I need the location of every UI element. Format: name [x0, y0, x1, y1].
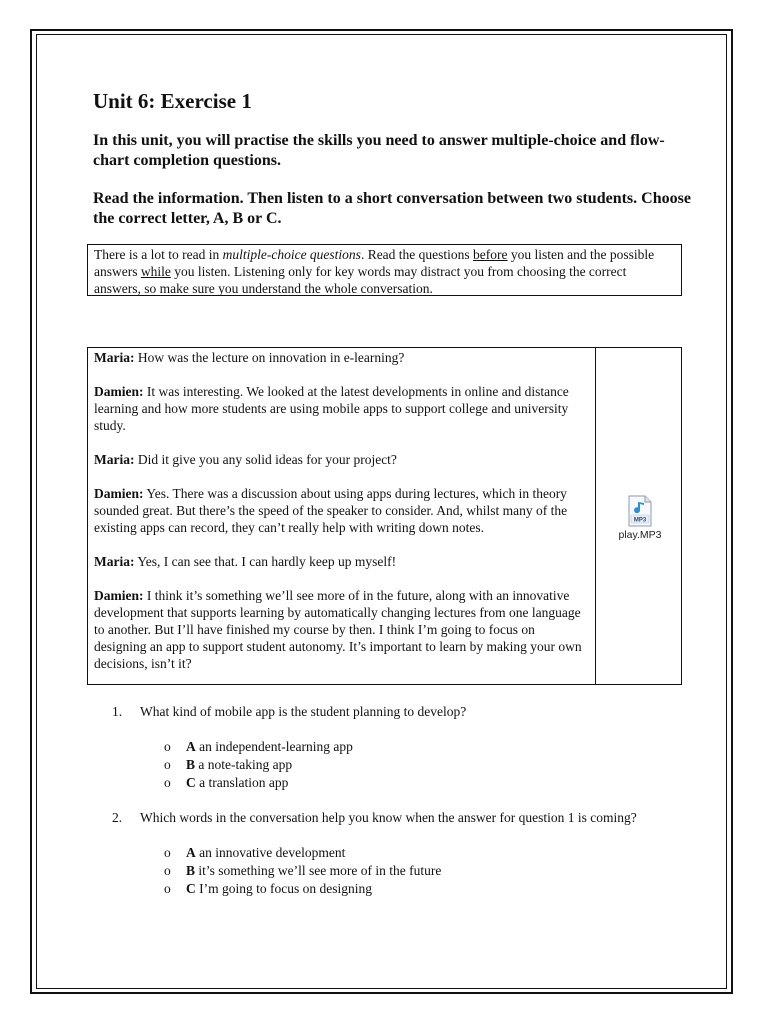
conversation-turn [94, 451, 589, 468]
answer-option[interactable]: o C a translation app [164, 775, 289, 790]
option-letter: C [186, 881, 196, 896]
instruction-text: Read the information. Then listen to a short conversation between two students. Choose the correct letter, A, B or C. [93, 190, 691, 227]
conversation-turn [94, 349, 589, 366]
mp3-attachment[interactable] [614, 495, 666, 541]
question-block [112, 809, 672, 897]
speaker-label: Maria: [94, 350, 135, 365]
speech-text: How was the lecture on innovation in e-learning? [134, 350, 405, 365]
question-number: 2. [112, 810, 123, 825]
option-letter: B [186, 863, 196, 878]
speech-text: Did it give you any solid ideas for your project? [134, 452, 397, 467]
conversation-turn [94, 485, 589, 536]
answer-option[interactable]: o B it’s something we’ll see more of in the future [164, 863, 442, 878]
bullet-icon: o [164, 775, 171, 790]
speech-text: Yes. There was a discussion about using apps during lectures, which in theory sounded great. But there’s the speed of the speaker to consider. And, whilst many of the existing apps can record, they can’t really help with writing down notes. [94, 486, 568, 535]
tip-emphasis: multiple-choice questions [222, 247, 361, 262]
conversation-turn [94, 553, 589, 570]
mp3-filename[interactable]: play.MP3 [618, 529, 662, 541]
answer-option[interactable]: o A an innovative development [164, 845, 346, 860]
bullet-icon: o [164, 863, 171, 878]
bullet-icon: o [164, 845, 171, 860]
answer-option[interactable]: o A an independent-learning app [164, 739, 353, 754]
questions-list [112, 703, 672, 898]
bullet-icon: o [164, 881, 171, 896]
option-letter: A [186, 845, 196, 860]
page-title: Unit 6: Exercise 1 [93, 89, 252, 113]
bullet-icon: o [164, 757, 171, 772]
speech-text: It was interesting. We looked at the latest developments in online and distance learning and how more students are using mobile apps to support college and university study. [94, 384, 569, 433]
conversation-turn [94, 383, 589, 434]
option-letter: C [186, 775, 196, 790]
conversation-table [87, 347, 682, 685]
tip-underline-before: before [473, 247, 508, 262]
intro-text: In this unit, you will practise the skills you need to answer multiple-choice and flow-chart completion questions. [93, 132, 665, 169]
option-letter: B [186, 757, 196, 772]
tip-box: There is a lot to read in multiple-choice questions. Read the questions before you listen and the possible answers while you listen. Listening only for key words may distract you from choosing the correct answers, so make sure you understand the whole conversation. [87, 244, 682, 296]
answer-options [112, 844, 672, 897]
speaker-label: Damien: [94, 588, 144, 603]
answer-options [112, 738, 672, 791]
speaker-label: Maria: [94, 452, 135, 467]
tip-underline-while: while [140, 264, 171, 279]
conversation-turn [94, 587, 589, 672]
answer-option[interactable]: o C I’m going to focus on designing [164, 881, 372, 896]
bullet-icon: o [164, 739, 171, 754]
question-number: 1. [112, 704, 123, 719]
speaker-label: Damien: [94, 384, 144, 399]
speaker-label: Maria: [94, 554, 135, 569]
mp3-file-icon[interactable] [627, 495, 653, 527]
answer-option[interactable]: o B a note-taking app [164, 757, 293, 772]
speaker-label: Damien: [94, 486, 144, 501]
question-text: 1. What kind of mobile app is the student planning to develop? [112, 704, 467, 719]
option-letter: A [186, 739, 196, 754]
audio-cell [596, 348, 682, 684]
speech-text: Yes, I can see that. I can hardly keep up myself! [134, 554, 397, 569]
question-block [112, 703, 672, 791]
speech-text: I think it’s something we’ll see more of in the future, along with an innovative development that supports learning by automatically changing lectures from one language to another. But I’ll have finished my course by then. I think I’m going to focus on designing an app to support student autonomy. It’s important to learn by making your own decisions, isn’t it? [94, 588, 582, 671]
conversation-transcript [88, 348, 596, 684]
question-text: 2. Which words in the conversation help you know when the answer for question 1 is coming? [112, 810, 637, 825]
mp3-badge-text: MP3 [633, 517, 647, 524]
